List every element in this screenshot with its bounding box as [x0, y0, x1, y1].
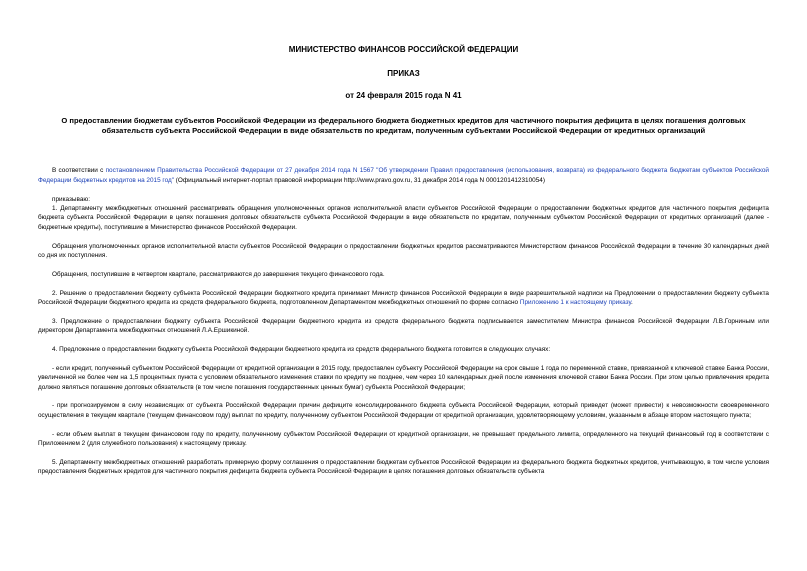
- document-date-number: от 24 февраля 2015 года N 41: [345, 91, 462, 100]
- document-title: О предоставлении бюджетам субъектов Российской Федерации из федерального бюджета бюджетных кредитов для частичного покрытия дефицита в целях погашения долговых обязательств субъекта Российской Федерации в виде обязательств по кредитам, полученным субъектами Российской Федерации от кредитных организаций: [61, 116, 746, 136]
- paragraph-2-end: .: [631, 299, 633, 307]
- document-type: ПРИКАЗ: [387, 69, 420, 78]
- government-resolution-link[interactable]: постановлением Правительства Российской Федерации от 27 декабря 2014 года N 1567 "Об утверждении Правил предоставления (использования, возврата) из федерального бюджета бюджетам субъектов Российской Федерации бюджетных кредитов на 2015 год": [38, 167, 770, 184]
- paragraph-2: [38, 289, 769, 308]
- ministry-name: МИНИСТЕРСТВО ФИНАНСОВ РОССИЙСКОЙ ФЕДЕРАЦИИ: [288, 45, 519, 54]
- preamble-text-end: (Официальный интернет-портал правовой информации http://www.pravo.gov.ru, 31 декабря 2014 года N 0001201412310054): [174, 176, 545, 184]
- paragraph-2-text: 2. Решение о предоставлении бюджету субъекта Российской Федерации бюджетного кредита принимает Министр финансов Российской Федерации в виде разрешительной надписи на Предложении о предоставлении бюджету субъекта Российской Федерации бюджетного кредита из средств федерального бюджета, подготовленном Департаментом межбюджетных отношений по форме согласно: [38, 289, 769, 307]
- preamble-paragraph: [38, 166, 769, 185]
- paragraph-4-case-2: - при прогнозируемом в силу независящих от субъекта Российской Федерации причин дефиците консолидированного бюджета субъекта Российской Федерации, который приведет (может привести) к невозможности своевременного осуществления в текущем квартале (текущем финансовом году) выплат по кредиту, полученному субъектом Российской Федерации от кредитной организации, удовлетворяющему условиям, указанным в абзаце втором настоящего пункта;: [38, 402, 769, 419]
- paragraph-4-case-3: - если объем выплат в текущем финансовом году по кредиту, полученному субъектом Российской Федерации от кредитной организации, не превышает предельного лимита, определенного на текущий финансовый год в соответствии с Приложением 2 (для служебного пользования) к настоящему приказу.: [38, 430, 769, 448]
- paragraph-3: 3. Предложение о предоставлении бюджету субъекта Российской Федерации бюджетного кредита из средств федерального бюджета подписывается заместителем Министра финансов Российской Федерации Л.В.Горниным или директором Департамента межбюджетных отношений Л.А.Ершикиной.: [38, 317, 769, 335]
- paragraph-4: 4. Предложение о предоставлении бюджету субъекта Российской Федерации бюджетного кредита из средств федерального бюджета готовится в следующих случаях:: [52, 346, 551, 354]
- paragraph-4-case-1: - если кредит, полученный субъектом Российской Федерации от кредитной организации в 2015 году, предоставлен субъекту Российской Федерации на срок свыше 1 года по переменной ставке, привязанной к ключевой ставке Банка России, увеличенной не более чем на 1,5 процентных пункта с условием обязательного изменения ставки по кредиту не позднее, чем через 10 календарных дней после изменения ключевой ставки Банка России. При этом целью привлечения кредита должно являться погашение долговых обязательств (в том числе погашения государственных ценных бумаг) субъекта Российской Федерации;: [38, 364, 769, 391]
- paragraph-1-fourth-quarter: Обращения, поступившие в четвертом квартале, рассматриваются до завершения текущего финансового года.: [52, 270, 385, 278]
- paragraph-1: 1. Департаменту межбюджетных отношений рассматривать обращения уполномоченных органов исполнительной власти субъектов Российской Федерации о предоставлении бюджетных кредитов для частичного покрытия дефицита бюджета субъекта Российской Федерации в целях погашения долговых обязательств субъекта Российской Федерации в виде обязательств по кредитам, полученным субъектом Российской Федерации от кредитных организаций (далее - бюджетные кредиты), поступившие в Министерство финансов Российской Федерации.: [38, 205, 769, 231]
- paragraph-1-review-period: Обращения уполномоченных органов исполнительной власти субъектов Российской Федерации о предоставлении бюджетных кредитов рассматриваются Министерством финансов Российской Федерации в течение 30 календарных дней со дня их поступления.: [38, 242, 769, 260]
- paragraph-5: 5. Департаменту межбюджетных отношений разработать примерную форму соглашения о предоставлении бюджетам субъектов Российской Федерации из федерального бюджета бюджетных кредитов, учитывающую, в том числе условия предоставления бюджетных кредитов для частичного покрытия дефицита бюджета субъекта Российской Федерации в целях погашения долговых обязательств субъекта: [38, 458, 769, 476]
- order-word: приказываю:: [52, 195, 90, 203]
- appendix-1-link[interactable]: Приложению 1 к настоящему приказу: [519, 299, 632, 307]
- preamble-text-start: В соответствии с: [52, 167, 106, 175]
